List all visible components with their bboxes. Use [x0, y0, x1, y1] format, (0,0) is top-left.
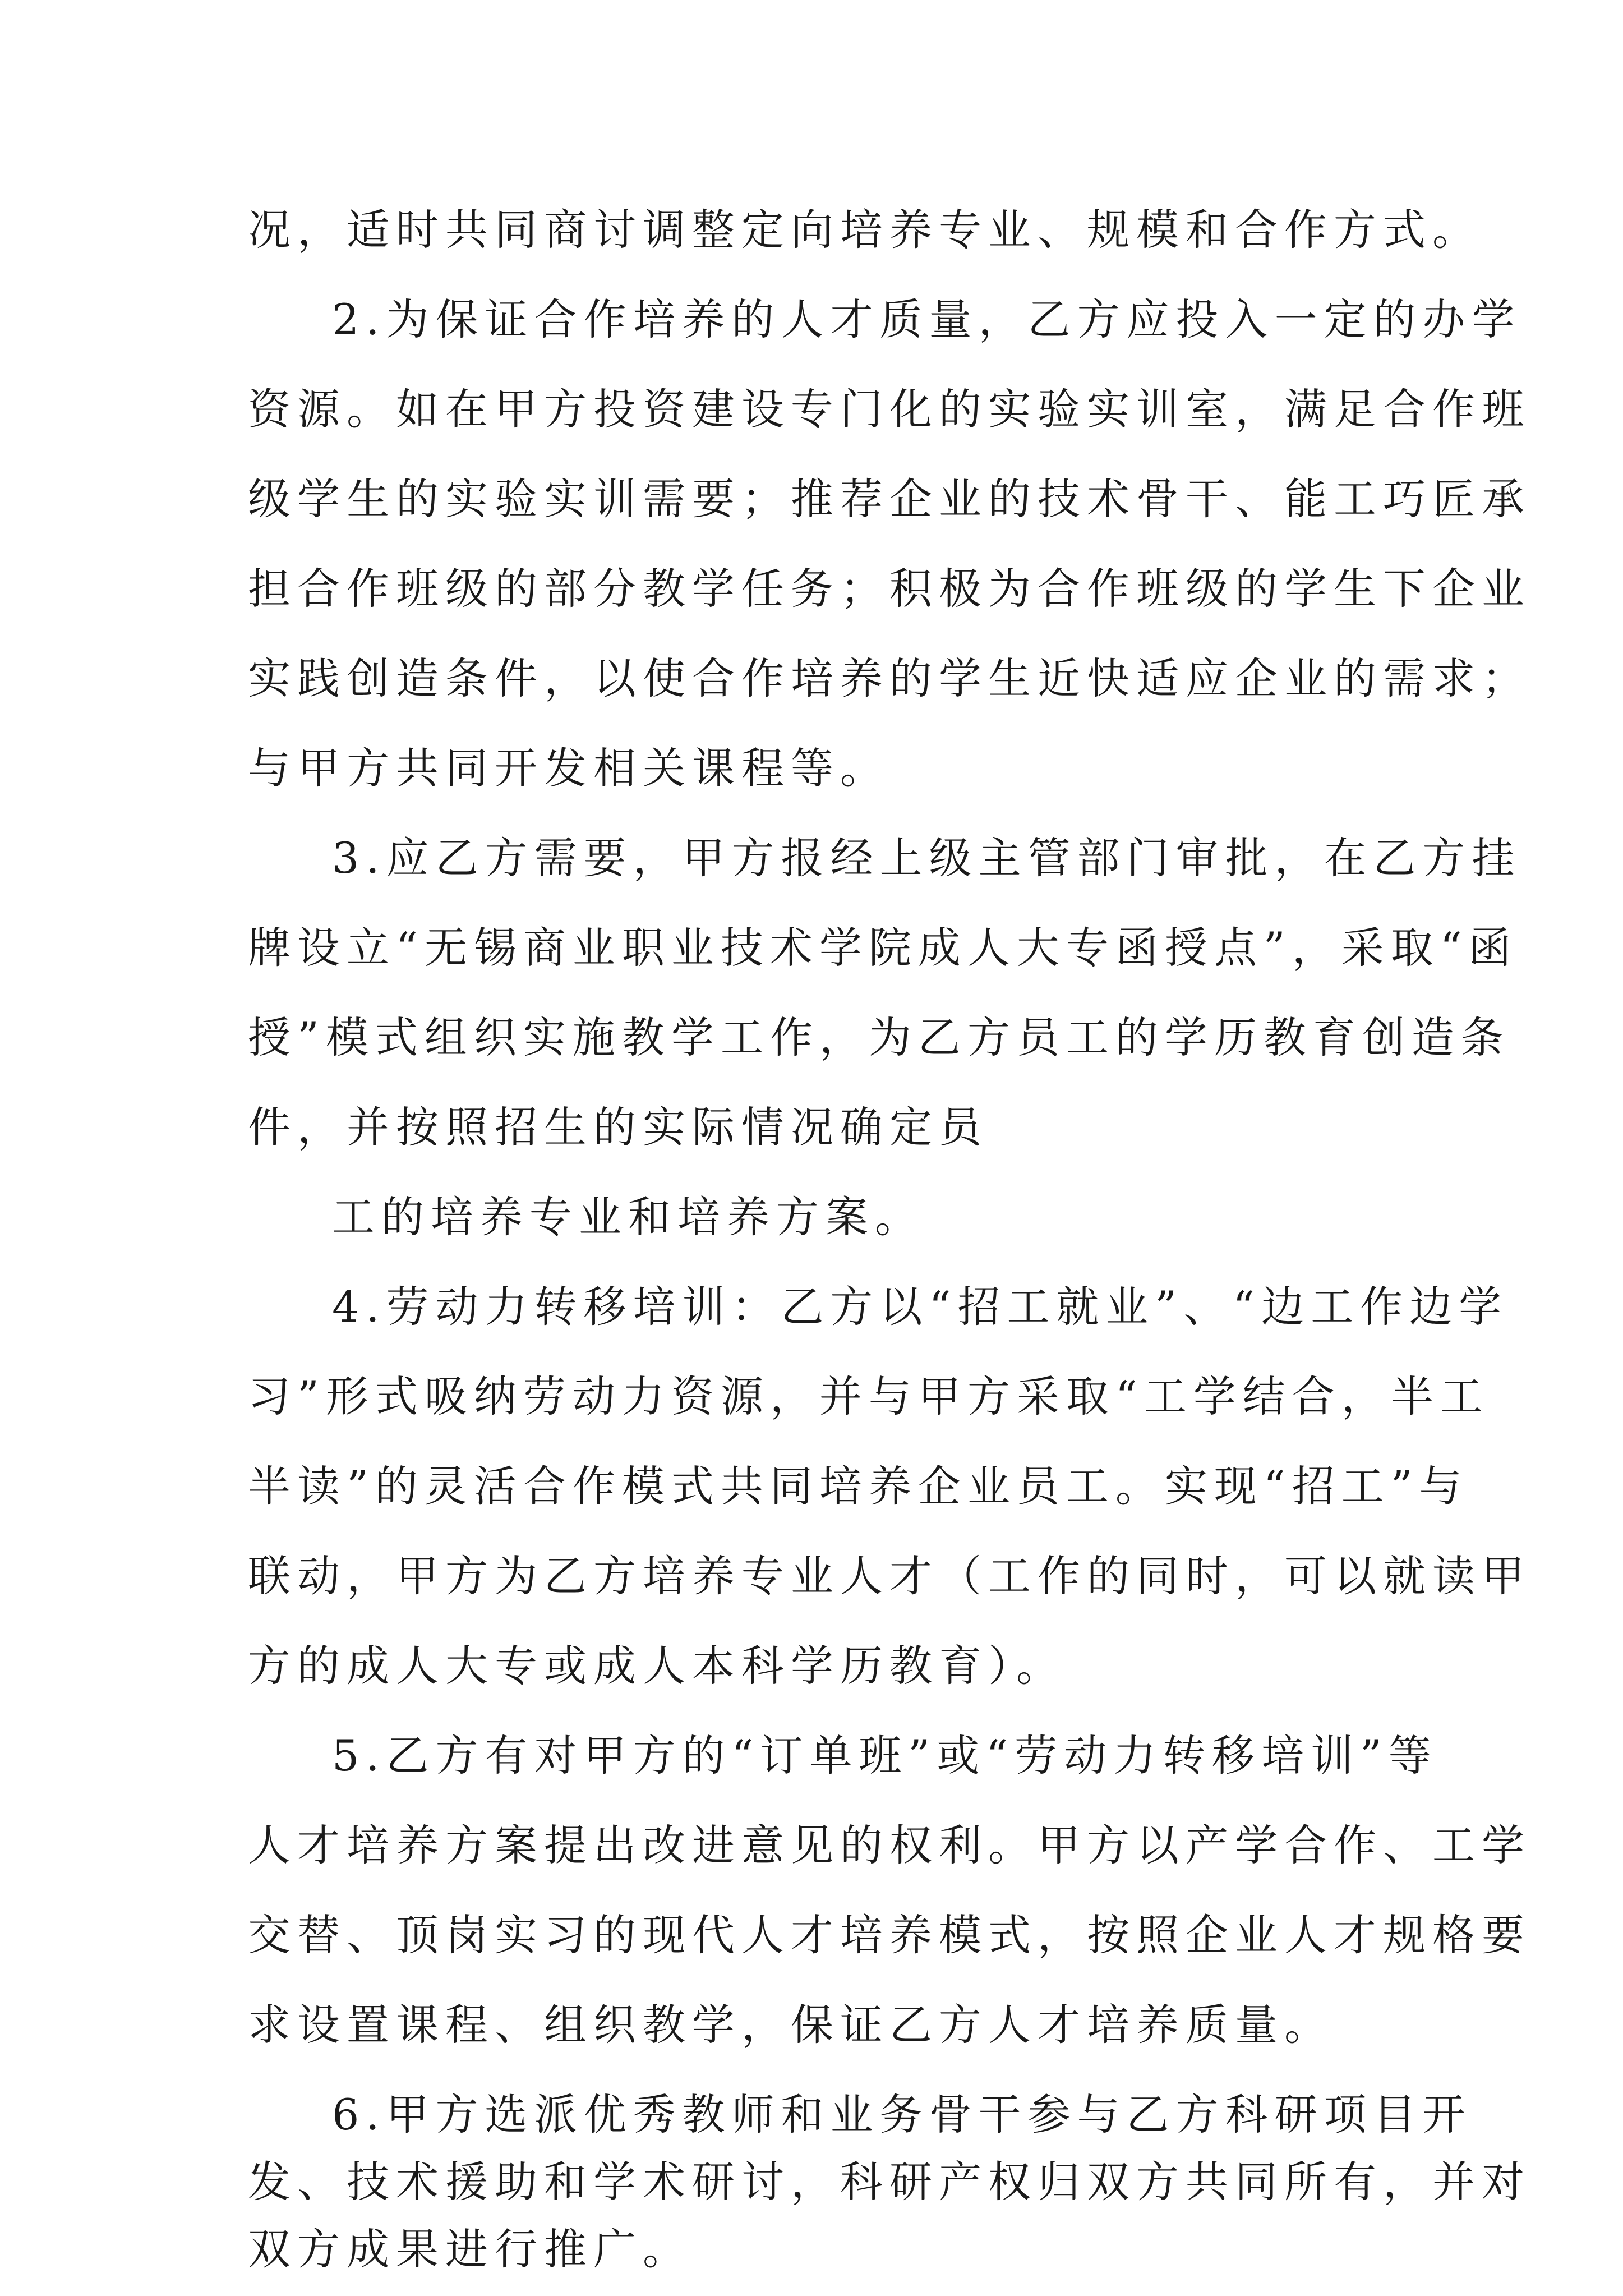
text-line: 求设置课程、组织教学，保证乙方人才培养质量。 — [248, 2000, 1334, 2050]
text-line: 3.应乙方需要，甲方报经上级主管部门审批，在乙方挂 — [332, 833, 1521, 883]
text-line: 级学生的实验实训需要；推荐企业的技术骨干、能工巧匠承 — [248, 474, 1531, 524]
text-line: 5.乙方有对甲方的“订单班”或“劳动力转移培训”等 — [332, 1731, 1438, 1780]
text-line: 授”模式组织实施教学工作，为乙方员工的学历教育创造条 — [248, 1013, 1510, 1062]
text-line: 习”形式吸纳劳动力资源，并与甲方采取“工学结合，半工 — [248, 1372, 1490, 1421]
text-line: 双方成果进行推广。 — [248, 2224, 692, 2274]
text-line: 担合作班级的部分教学任务；积极为合作班级的学生下企业 — [248, 564, 1531, 614]
text-line: 6.甲方选派优秀教师和业务骨干参与乙方科研项目开 — [332, 2090, 1472, 2139]
text-line: 2.为保证合作培养的人才质量，乙方应投入一定的办学 — [332, 295, 1521, 344]
text-line: 实践创造条件，以使合作培养的学生近快适应企业的需求； — [248, 654, 1531, 703]
text-line: 联动，甲方为乙方培养专业人才（工作的同时，可以就读甲 — [248, 1551, 1531, 1601]
text-line: 工的培养专业和培养方案。 — [332, 1192, 924, 1242]
text-line: 方的成人大专或成人本科学历教育）。 — [248, 1641, 1066, 1691]
text-line: 与甲方共同开发相关课程等。 — [248, 743, 889, 793]
text-line: 件，并按照招生的实际情况确定员 — [248, 1102, 988, 1152]
text-line: 4.劳动力转移培训：乙方以“招工就业”、“边工作边学 — [332, 1282, 1509, 1332]
text-line: 况，适时共同商讨调整定向培养专业、规模和合作方式。 — [248, 205, 1482, 255]
text-line: 发、技术援助和学术研讨，科研产权归双方共同所有，并对 — [248, 2157, 1531, 2207]
text-line: 交替、顶岗实习的现代人才培养模式，按照企业人才规格要 — [248, 1910, 1531, 1960]
text-line: 半读”的灵活合作模式共同培养企业员工。实现“招工”与 — [248, 1461, 1469, 1511]
text-line: 人才培养方案提出改进意见的权利。甲方以产学合作、工学 — [248, 1820, 1531, 1870]
text-line: 牌设立“无锡商业职业技术学院成人大专函授点”，采取“函 — [248, 923, 1518, 973]
text-line: 资源。如在甲方投资建设专门化的实验实训室，满足合作班 — [248, 384, 1531, 434]
